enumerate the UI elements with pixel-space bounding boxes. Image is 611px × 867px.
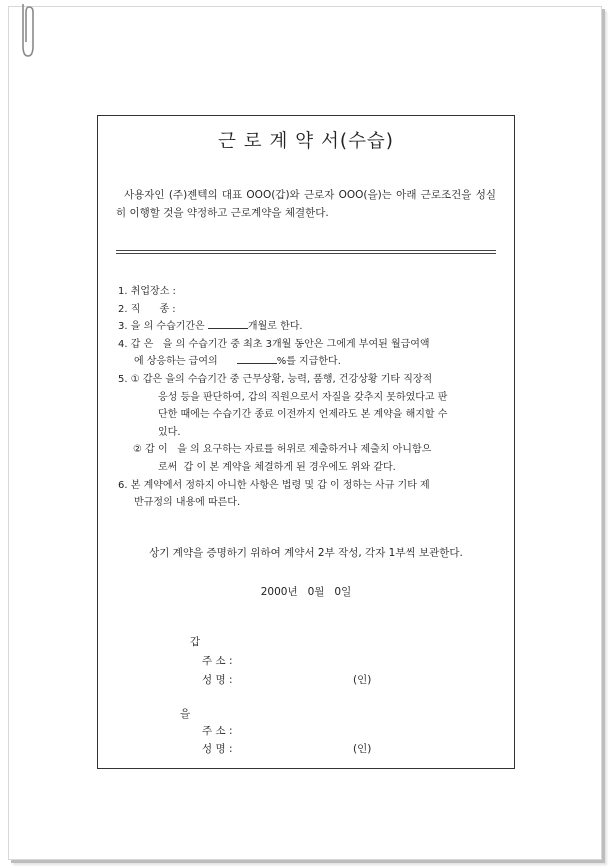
contract-box [97, 115, 515, 769]
paperclip-icon [17, 2, 35, 60]
party-b-name-label: 성 명 : [202, 743, 233, 755]
party-a-address-label: 주 소 : [202, 655, 233, 667]
contract-items [118, 283, 500, 512]
list-item: 6. 본 계약에서 정하지 아니한 사항은 법령 및 갑 이 정하는 사규 기타 제 [118, 479, 430, 491]
party-b-label: 을 [180, 708, 191, 720]
list-item: ② 갑 이 을 의 요구하는 자료를 허위로 제출하거나 제출치 아니함으 [133, 444, 432, 456]
list-item: 3. 을 의 수습기간은 개월로 한다. [118, 318, 500, 336]
contract-date: 2000년 0월 0일 [260, 586, 352, 598]
document-title: 근 로 계 약 서(수습) [217, 131, 395, 152]
intro-paragraph: 사용자인 (주)젠텍의 대표 OOO(갑)와 근로자 OOO(을)는 아래 근로조건을 성실히 이행할 것을 약정하고 근로계약을 체결한다. [116, 189, 496, 219]
party-a-seal: (인) [353, 674, 372, 686]
list-item-continuation: 있다. [158, 426, 181, 438]
blank-field [237, 353, 277, 364]
list-item: 5. ① 갑은 을의 수습기간 중 근무상황, 능력, 품행, 건강상황 기타 직장적 [118, 373, 433, 385]
list-item: 1. 취업장소 : [118, 286, 176, 297]
list-item: 2. 직 종 : [118, 303, 176, 315]
list-item: 4. 갑 은 을 의 수습기간 중 최초 3개월 동안은 그에게 부여된 월급여액 [118, 338, 430, 350]
party-b-seal: (인) [353, 743, 372, 755]
blank-field [208, 318, 248, 329]
separator-line [116, 247, 496, 257]
list-item-continuation: 로써 갑 이 본 계약을 체결하게 된 경우에도 위와 같다. [158, 461, 396, 473]
party-a-label: 갑 [190, 636, 201, 648]
list-item-continuation: 에 상응하는 급여의 %를 지급한다. [118, 353, 500, 371]
party-a-name-label: 성 명 : [202, 674, 233, 686]
separator-text [116, 243, 496, 253]
party-b-address-label: 주 소 : [202, 725, 233, 737]
list-item-continuation: 반규정의 내용에 따른다. [134, 497, 241, 509]
list-item-continuation: 단한 때에는 수습기간 종료 이전까지 언제라도 본 계약을 해지할 수 [158, 409, 448, 421]
list-item-continuation: 응성 등을 판단하여, 갑의 직원으로서 자질을 갖추지 못하였다고 판 [158, 391, 448, 403]
closing-statement: 상기 계약을 증명하기 위하여 계약서 2부 작성, 각자 1부씩 보관한다. [149, 547, 463, 559]
